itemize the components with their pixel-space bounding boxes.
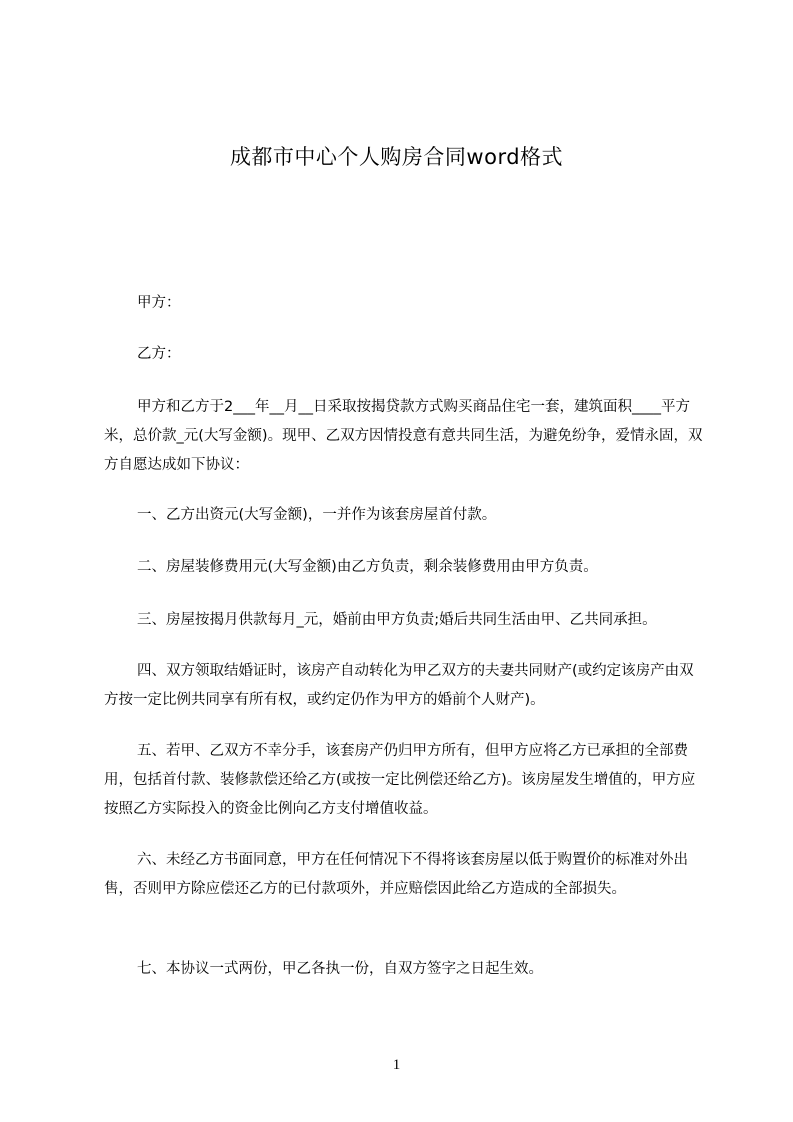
clause-4: 四、双方领取结婚证时，该房产自动转化为甲乙双方的夫妻共同财产(或约定该房产由双方按一定比例共同享有所有权，或约定仍作为甲方的婚前个人财产)。 <box>104 663 694 708</box>
document-title: 成都市中心个人购房合同word格式 <box>229 145 564 169</box>
clause-3: 三、房屋按揭月供款每月_元，婚前由甲方负责;婚后共同生活由甲、乙共同承担。 <box>137 612 657 628</box>
page-number: 1 <box>392 1057 401 1073</box>
clause-1: 一、乙方出资元(大写金额)，一并作为该套房屋首付款。 <box>137 507 497 523</box>
clause-6: 六、未经乙方书面同意，甲方在任何情况下不得将该套房屋以低于购置价的标准对外出售，否则甲方除应偿还乙方的已付款项外，并应赔偿因此给乙方造成的全部损失。 <box>104 852 688 897</box>
party-b-line: 乙方： <box>137 346 181 362</box>
clause-7: 七、本协议一式两份，甲乙各执一份，自双方签字之日起生效。 <box>137 961 543 977</box>
party-a-line: 甲方： <box>137 295 181 311</box>
clause-2: 二、房屋装修费用元(大写金额)由乙方负责，剩余装修费用由甲方负责。 <box>137 559 598 575</box>
clause-5: 五、若甲、乙双方不幸分手，该套房产仍归甲方所有，但甲方应将乙方已承担的全部费用，包括首付款、装修款偿还给乙方(或按一定比例偿还给乙方)。该房屋发生增值的，甲方应按照乙方实际投入的资金比例向乙方支付增值收益。 <box>104 743 696 817</box>
intro-paragraph: 甲方和乙方于2___年__月__日采取按揭贷款方式购买商品住宅一套，建筑面积____平方米，总价款_元(大写金额)。现甲、乙双方因情投意有意共同生活，为避免纷争，爱情永固，双方自愿达成如下协议： <box>104 399 703 473</box>
